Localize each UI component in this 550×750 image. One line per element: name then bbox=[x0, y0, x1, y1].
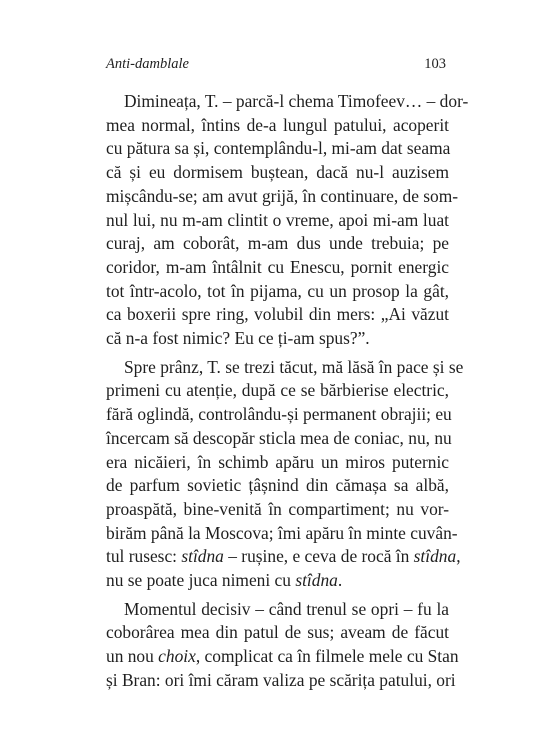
text-line: coridor, m-am întâlnit cu Enescu, pornit energic bbox=[106, 256, 449, 277]
text-line: ca boxerii spre ring, volubil din mers: „Ai văzut bbox=[106, 304, 449, 325]
italic-word: stîdna bbox=[413, 546, 457, 567]
text-line bbox=[106, 645, 459, 669]
text-line: tot într-acolo, tot în pijama, cu un prosop la gât, bbox=[106, 280, 449, 301]
text-line bbox=[106, 545, 461, 569]
text-line: mișcându-se; am avut grijă, în continuare, de som- bbox=[106, 185, 459, 206]
running-header bbox=[106, 56, 446, 78]
text-run: nu se poate juca nimeni cu bbox=[106, 570, 296, 591]
text-line: încercam să descopăr sticla mea de coniac, nu, nu bbox=[106, 427, 452, 448]
text-line: coborârea mea din patul de sus; aveam de făcut bbox=[106, 622, 449, 643]
text-line: era nicăieri, în schimb apăru un miros puternic bbox=[106, 451, 449, 472]
italic-word: choix bbox=[158, 646, 196, 667]
text-line: mea normal, întins de-a lungul patului, acoperit bbox=[106, 114, 449, 135]
text-line: fără oglindă, controlându-și permanent obrajii; eu bbox=[106, 404, 452, 425]
text-line: că n-a fost nimic? Eu ce ți-am spus?”. bbox=[106, 328, 370, 349]
paragraph-2 bbox=[106, 356, 464, 593]
text-line: Momentul decisiv – când trenul se opri – fu la bbox=[124, 598, 449, 619]
text-line: primeni cu atenție, după ce se bărbierise electric, bbox=[106, 380, 449, 401]
text-line: de parfum sovietic țâșnind din cămașa sa albă, bbox=[106, 475, 449, 496]
text-run: un nou bbox=[106, 646, 159, 667]
text-line: Dimineața, T. – parcă-l chema Timofeev… – dor- bbox=[124, 91, 469, 111]
text-line: cu pătura sa și, contemplându-l, mi-am dat seama bbox=[106, 138, 451, 159]
paragraph-3 bbox=[106, 598, 459, 693]
running-title: Anti-damblale bbox=[106, 56, 189, 72]
text-line: nul lui, nu m-am clintit o vreme, apoi mi-am luat bbox=[106, 209, 449, 230]
text-line: curaj, am coborât, m-am dus unde trebuia; pe bbox=[106, 233, 449, 254]
text-line: birăm până la Moscova; îmi apăru în minte cuvân- bbox=[106, 522, 458, 543]
text-line: proaspătă, bine-venită în compartiment; nu vor- bbox=[106, 498, 449, 519]
text-line: Spre prânz, T. se trezi tăcut, mă lăsă în pace și se bbox=[124, 356, 464, 377]
text-run: tul rusesc: bbox=[106, 546, 182, 567]
paragraph-1 bbox=[106, 90, 469, 351]
text-line bbox=[106, 569, 449, 593]
text-run: , bbox=[456, 546, 461, 567]
page-number: 103 bbox=[424, 56, 446, 72]
italic-word: stîdna bbox=[295, 570, 338, 591]
italic-word: stîdna bbox=[181, 546, 224, 567]
text-run: , complicat ca în filmele mele cu Stan bbox=[195, 646, 459, 667]
body-text bbox=[106, 90, 469, 698]
text-line: și Bran: ori îmi căram valiza pe scărița patului, ori bbox=[106, 669, 456, 690]
text-line: că și eu dormisem buștean, dacă nu-l auzisem bbox=[106, 162, 449, 183]
text-run: . bbox=[337, 570, 343, 591]
text-run: – rușine, e ceva de rocă în bbox=[223, 546, 414, 567]
